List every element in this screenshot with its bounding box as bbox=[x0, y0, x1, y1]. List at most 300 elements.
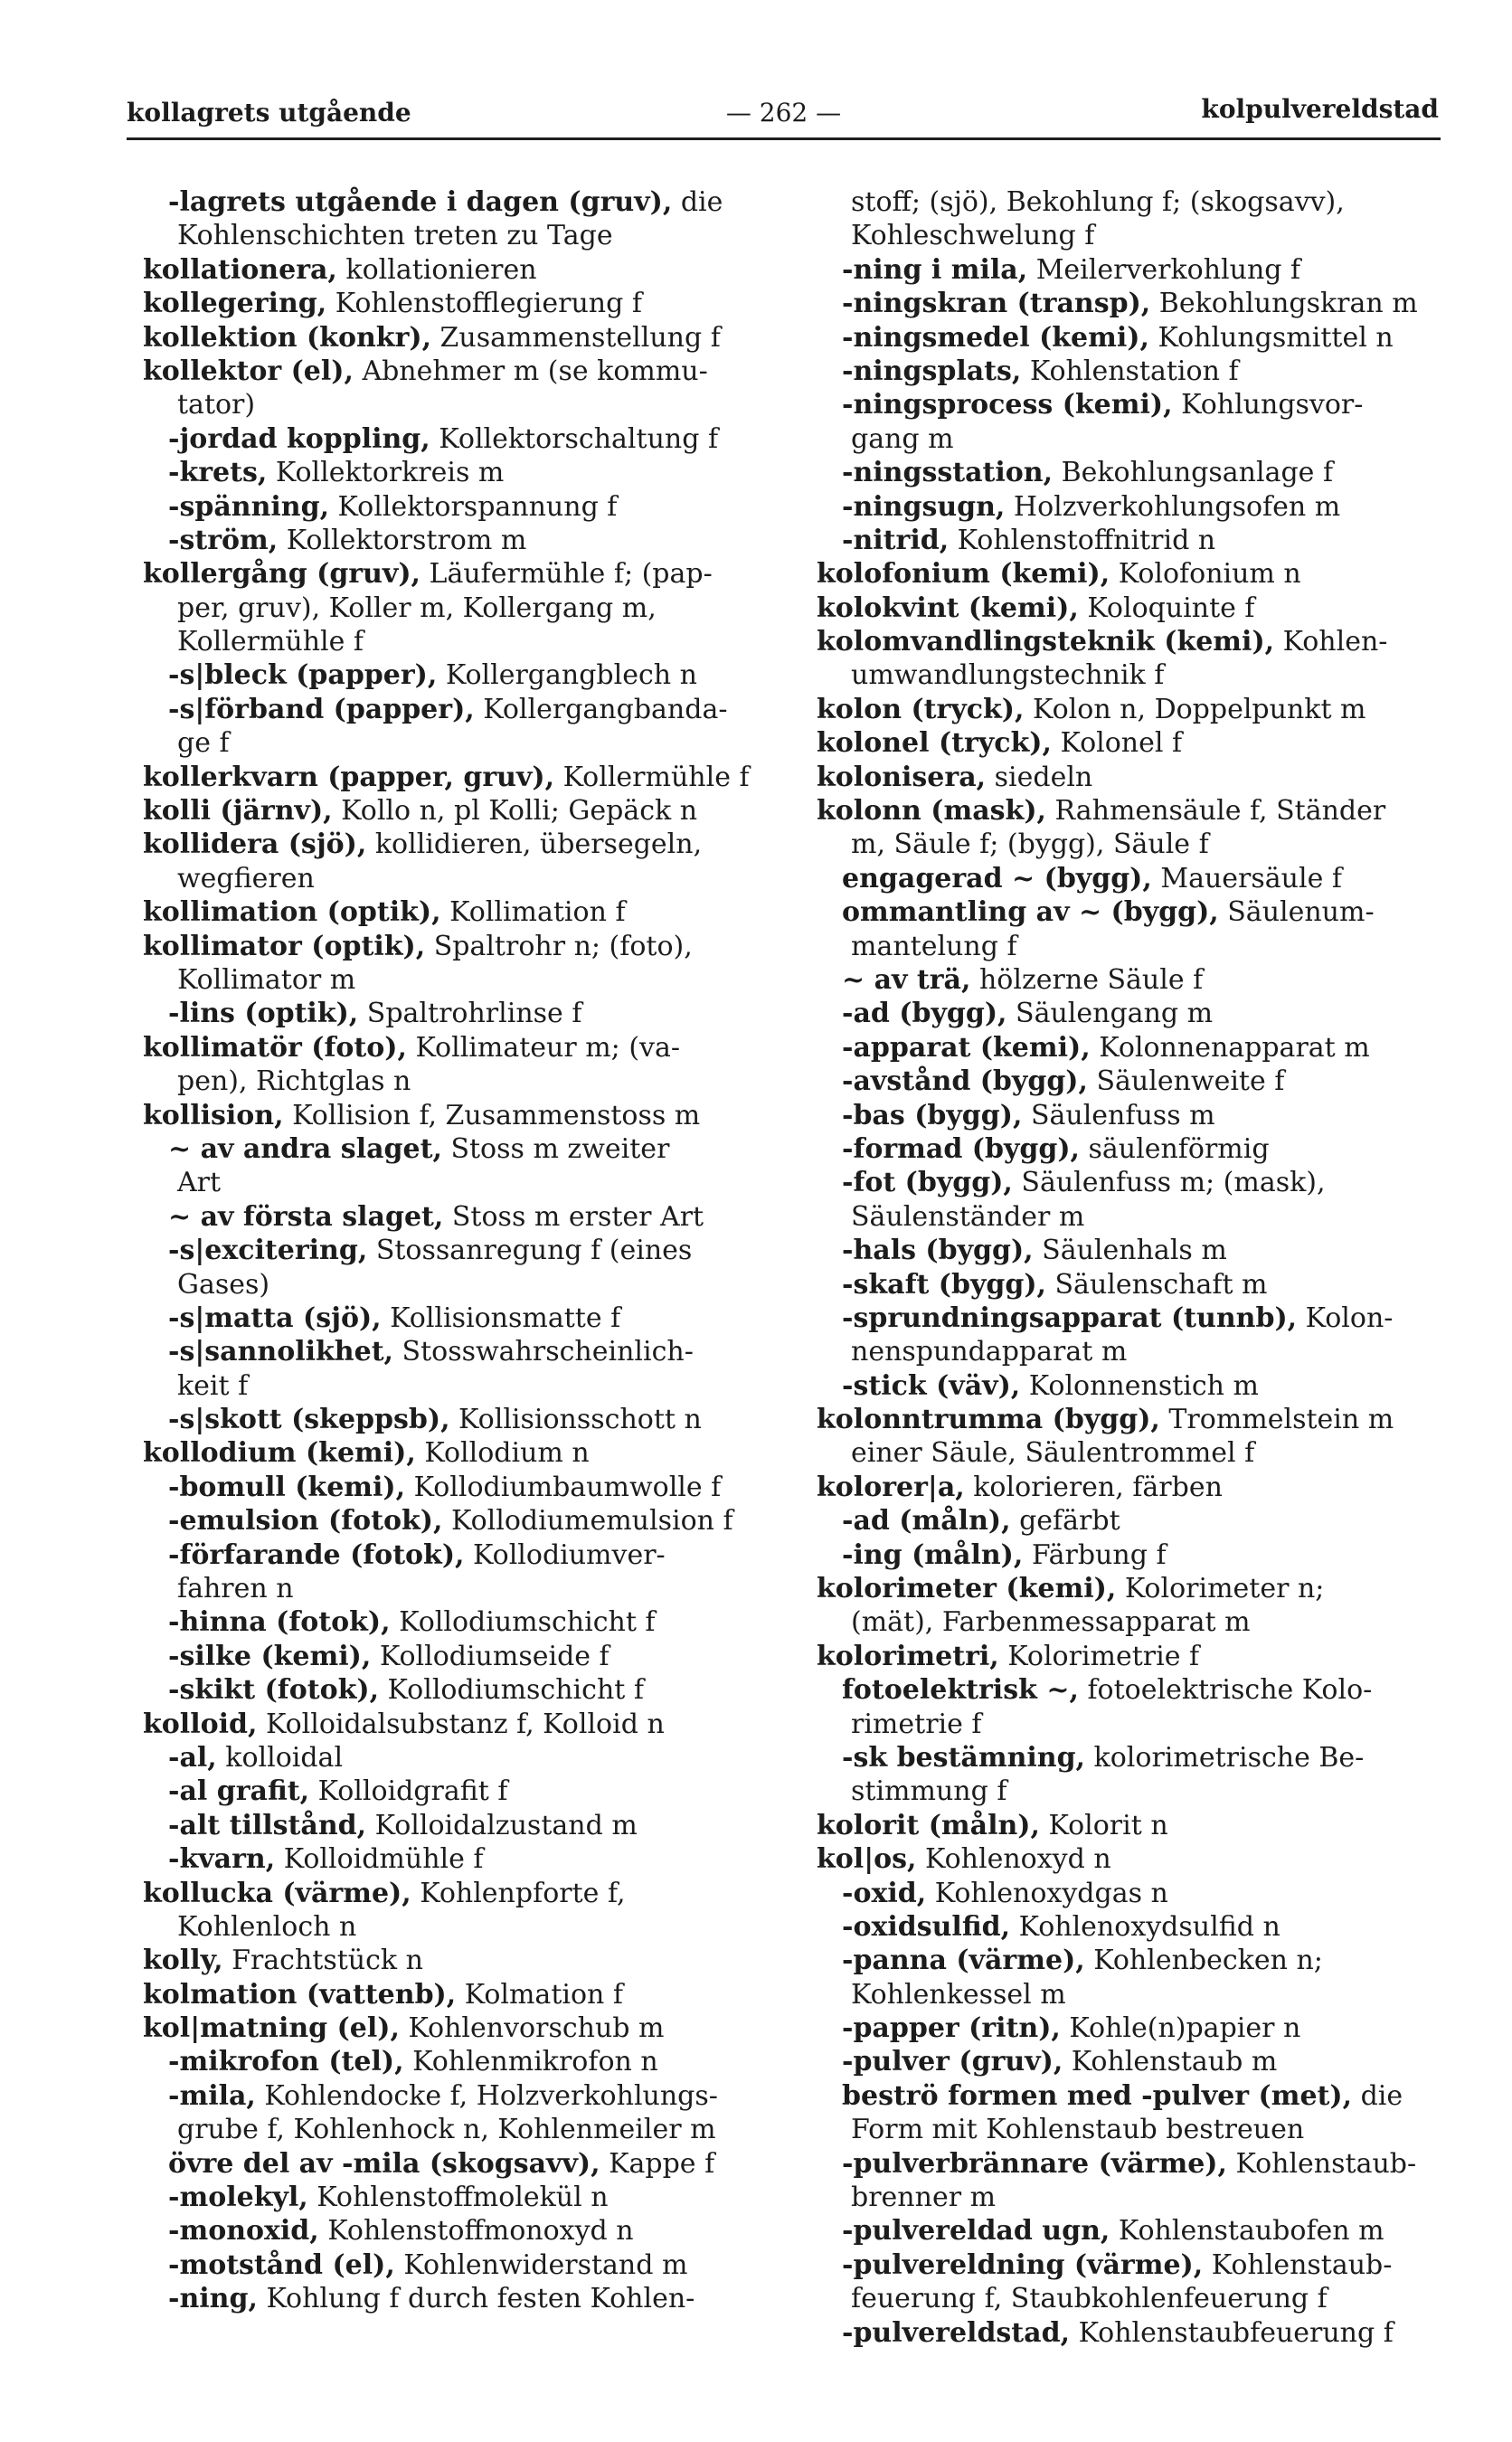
definition: Kollodiumver- bbox=[464, 1538, 666, 1571]
definition: Kohlenstoffnitrid n bbox=[949, 524, 1216, 556]
definition: Kollimateur m; (va- bbox=[406, 1031, 681, 1064]
headword: -pulverbrännare (värme), bbox=[842, 2147, 1227, 2180]
headword: kolon (tryck), bbox=[817, 693, 1025, 725]
subentry-line bbox=[817, 253, 1463, 287]
definition: (mät), Farbenmessapparat m bbox=[851, 1606, 1251, 1639]
subentry-line bbox=[817, 1031, 1463, 1065]
headword: -ningsugn, bbox=[842, 490, 1006, 523]
headword: kollektor (el), bbox=[143, 355, 354, 387]
definition: Kohle(n)papier n bbox=[1060, 2012, 1301, 2045]
continuation-line bbox=[143, 388, 789, 421]
definition: keit f bbox=[177, 1369, 249, 1402]
definition: Säulenständer m bbox=[851, 1200, 1085, 1233]
headword: -jordad koppling, bbox=[168, 422, 430, 455]
headword: -lins (optik), bbox=[168, 998, 359, 1030]
subentry-line bbox=[817, 1099, 1463, 1132]
headword: -hinna (fotok), bbox=[168, 1606, 391, 1639]
definition: Kolloidalzustand m bbox=[366, 1809, 638, 1841]
subentry-line bbox=[143, 2181, 789, 2214]
headword: -formad (bygg), bbox=[842, 1132, 1080, 1165]
definition: Zusammenstellung f bbox=[431, 321, 721, 354]
headword: -bomull (kemi), bbox=[168, 1471, 406, 1503]
headword: kollucka (värme), bbox=[143, 1877, 411, 1909]
headword: -s|förband (papper), bbox=[168, 693, 475, 725]
headword: -ningsprocess (kemi), bbox=[842, 389, 1173, 421]
continuation-line bbox=[817, 1436, 1463, 1470]
continuation-line bbox=[143, 219, 789, 252]
definition: Kohlungsvor- bbox=[1172, 389, 1364, 421]
headword: kollektion (konkr), bbox=[143, 321, 432, 354]
headword: -ningsstation, bbox=[842, 457, 1054, 489]
headword: kolloid, bbox=[143, 1708, 258, 1740]
subentry-line bbox=[143, 1538, 789, 1572]
definition: Kolonnenapparat m bbox=[1090, 1031, 1370, 1064]
subentry-line bbox=[143, 1673, 789, 1707]
continuation-line bbox=[817, 1708, 1463, 1741]
headword: kolorimetri, bbox=[817, 1640, 999, 1672]
entry-line bbox=[817, 794, 1463, 828]
right-column bbox=[817, 185, 1463, 2350]
definition: Kolorit n bbox=[1039, 1809, 1168, 1841]
subentry-line bbox=[817, 388, 1463, 421]
headword: -papper (ritn), bbox=[842, 2012, 1061, 2045]
definition: Rahmensäule f, Ständer bbox=[1045, 795, 1386, 828]
subentry-line bbox=[817, 2214, 1463, 2248]
entry-line bbox=[143, 2011, 789, 2045]
headword: kollimation (optik), bbox=[143, 896, 441, 929]
continuation-line bbox=[817, 219, 1463, 252]
continuation-line bbox=[143, 592, 789, 625]
definition: Bekohlungsanlage f bbox=[1053, 457, 1334, 489]
definition: Kohlendocke f, Holzverkohlungs- bbox=[255, 2079, 718, 2112]
definition: Kollermühle f bbox=[177, 626, 364, 658]
subentry-line bbox=[817, 2045, 1463, 2078]
headword: kolomvandlingsteknik (kemi), bbox=[817, 626, 1275, 658]
headword: -ningskran (transp), bbox=[842, 288, 1151, 320]
headword: ~ av andra slaget, bbox=[168, 1132, 442, 1165]
definition: Meilerverkohlung f bbox=[1027, 253, 1301, 286]
headword: -bas (bygg), bbox=[842, 1099, 1023, 1131]
definition: Kohlenstoffmolekül n bbox=[307, 2182, 609, 2214]
definition: Kollektorstrom m bbox=[278, 524, 527, 556]
continuation-line bbox=[817, 1605, 1463, 1639]
definition: Kohlungsmittel n bbox=[1148, 321, 1394, 354]
definition: Kolon n, Doppelpunkt m bbox=[1024, 693, 1366, 725]
definition: Kollision f, Zusammenstoss m bbox=[283, 1099, 701, 1131]
definition: säulenförmig bbox=[1079, 1132, 1270, 1165]
subentry-line bbox=[817, 1132, 1463, 1166]
definition: stoff; (sjö), Bekohlung f; (skogsavv), bbox=[851, 186, 1345, 218]
continuation-line bbox=[817, 658, 1463, 692]
headword: -monoxid, bbox=[168, 2215, 319, 2248]
definition: Koloquinte f bbox=[1078, 592, 1255, 624]
definition: mantelung f bbox=[851, 930, 1017, 962]
entry-line bbox=[143, 828, 789, 861]
subentry-line bbox=[143, 1200, 789, 1234]
definition: Trommelstein m bbox=[1159, 1404, 1394, 1436]
headword: kollerkvarn (papper, gruv), bbox=[143, 761, 555, 793]
definition: tator) bbox=[177, 389, 256, 421]
definition: kolloidal bbox=[216, 1741, 344, 1774]
subentry-line bbox=[143, 1605, 789, 1639]
headword: -nitrid, bbox=[842, 524, 950, 556]
definition: gefärbt bbox=[1010, 1505, 1120, 1538]
headword: ~ av trä, bbox=[842, 963, 971, 996]
subentry-line bbox=[817, 1944, 1463, 1977]
entry-line bbox=[143, 895, 789, 929]
headword: -oxidsulfid, bbox=[842, 1910, 1011, 1943]
headword: -panna (värme), bbox=[842, 1945, 1085, 1977]
headword: engagerad ~ (bygg), bbox=[842, 862, 1152, 894]
subentry-line bbox=[143, 2079, 789, 2113]
continuation-line bbox=[817, 1200, 1463, 1234]
subentry-line bbox=[817, 2248, 1463, 2282]
definition: pen), Richtglas n bbox=[177, 1065, 411, 1098]
headword: övre del av -mila (skogsavv), bbox=[168, 2147, 600, 2180]
subentry-line bbox=[817, 2147, 1463, 2181]
headword: kollidera (sjö), bbox=[143, 828, 367, 861]
subentry-line bbox=[817, 862, 1463, 895]
definition: Mauersäule f bbox=[1151, 862, 1342, 894]
definition: Kolmation f bbox=[456, 1978, 623, 2011]
subentry-line bbox=[143, 1301, 789, 1335]
definition: Kolloidmühle f bbox=[275, 1843, 484, 1876]
continuation-line bbox=[143, 2113, 789, 2146]
definition: Kollodiumseide f bbox=[371, 1640, 610, 1672]
headword: -s|bleck (papper), bbox=[168, 659, 438, 692]
definition: die bbox=[1352, 2079, 1403, 2112]
definition: Stoss m zweiter bbox=[441, 1132, 670, 1165]
subentry-line bbox=[817, 1877, 1463, 1910]
headword: -pulver (gruv), bbox=[842, 2046, 1063, 2078]
subentry-line bbox=[143, 456, 789, 489]
continuation-line bbox=[817, 1775, 1463, 1808]
definition: Kollergangbanda- bbox=[474, 693, 728, 725]
definition: einer Säule, Säulentrommel f bbox=[851, 1437, 1255, 1470]
continuation-line bbox=[143, 1369, 789, 1403]
subentry-line bbox=[143, 1335, 789, 1368]
headword: -spänning, bbox=[168, 490, 330, 523]
headword: kolorimeter (kemi), bbox=[817, 1573, 1117, 1605]
entry-line bbox=[817, 1640, 1463, 1673]
headword: kollimator (optik), bbox=[143, 930, 426, 962]
definition: Form mit Kohlenstaub bestreuen bbox=[851, 2114, 1305, 2146]
definition: Kolloidalsubstanz f, Kolloid n bbox=[257, 1708, 665, 1740]
definition: Abnehmer m (se kommu- bbox=[353, 355, 708, 387]
headword: -kvarn, bbox=[168, 1843, 276, 1876]
subentry-line bbox=[817, 355, 1463, 388]
definition: Kohlenvorschub m bbox=[399, 2012, 665, 2045]
page-header bbox=[127, 94, 1441, 140]
definition: Kohlenstaubofen m bbox=[1110, 2215, 1384, 2248]
headword: kolonisera, bbox=[817, 761, 987, 793]
subentry-line bbox=[817, 997, 1463, 1030]
entry-line bbox=[817, 1471, 1463, 1504]
definition: hölzerne Säule f bbox=[970, 963, 1204, 996]
headword: -mila, bbox=[168, 2079, 256, 2112]
definition: Kohlenstoffmonoxyd n bbox=[318, 2215, 634, 2248]
entry-line bbox=[143, 1099, 789, 1132]
subentry-line bbox=[143, 2248, 789, 2282]
headword: -pulvereldstad, bbox=[842, 2316, 1071, 2349]
definition: Kollektorspannung f bbox=[329, 490, 618, 523]
definition: Spaltrohrlinse f bbox=[358, 998, 582, 1030]
entry-line bbox=[143, 355, 789, 388]
subentry-line bbox=[143, 2282, 789, 2315]
entry-line bbox=[817, 761, 1463, 794]
subentry-line bbox=[817, 1301, 1463, 1335]
definition: kolorimetrische Be- bbox=[1085, 1741, 1365, 1774]
definition: Kolon- bbox=[1297, 1301, 1394, 1334]
headword: -skaft (bygg), bbox=[842, 1268, 1046, 1301]
headword: kollision, bbox=[143, 1099, 284, 1131]
definition: Kollergangblech n bbox=[437, 659, 697, 692]
entry-line bbox=[143, 287, 789, 320]
definition: Säulenschaft m bbox=[1045, 1268, 1268, 1301]
subentry-line bbox=[143, 1471, 789, 1504]
subentry-line bbox=[143, 2147, 789, 2181]
headword: ommantling av ~ (bygg), bbox=[842, 896, 1219, 929]
definition: Holzverkohlungsofen m bbox=[1005, 490, 1341, 523]
subentry-line bbox=[143, 422, 789, 456]
definition: Kohlenkessel m bbox=[851, 1978, 1066, 2011]
subentry-line bbox=[817, 2011, 1463, 2045]
continuation-line bbox=[143, 625, 789, 658]
headword: -s|skott (skeppsb), bbox=[168, 1404, 450, 1436]
definition: Kollermühle f bbox=[554, 761, 750, 793]
subentry-line bbox=[143, 1234, 789, 1267]
definition: Kohlenschichten treten zu Tage bbox=[177, 220, 613, 252]
subentry-line bbox=[817, 1538, 1463, 1572]
definition: per, gruv), Koller m, Kollergang m, bbox=[177, 592, 657, 624]
continuation-line bbox=[143, 1166, 789, 1199]
definition: Kollodiumschicht f bbox=[390, 1606, 656, 1639]
headword: kol|matning (el), bbox=[143, 2012, 400, 2045]
definition: Bekohlungskran m bbox=[1150, 288, 1418, 320]
continuation-line bbox=[817, 2113, 1463, 2146]
entry-line bbox=[143, 794, 789, 828]
headword: -ningsmedel (kemi), bbox=[842, 321, 1149, 354]
definition: Kohlenstofflegierung f bbox=[326, 288, 642, 320]
subentry-line bbox=[143, 1775, 789, 1808]
definition: Kohlenwiderstand m bbox=[394, 2248, 688, 2281]
definition: umwandlungstechnik f bbox=[851, 659, 1165, 692]
headword: -pulvereldad ugn, bbox=[842, 2215, 1110, 2248]
entry-line bbox=[143, 930, 789, 963]
definition: Kolorimeter n; bbox=[1116, 1573, 1325, 1605]
headword: ~ av första slaget, bbox=[168, 1200, 444, 1233]
definition: Kollimation f bbox=[440, 896, 626, 929]
definition: Kohlenstation f bbox=[1021, 355, 1239, 387]
headword: -ningsplats, bbox=[842, 355, 1022, 387]
headword: beströ formen med -pulver (met), bbox=[842, 2079, 1353, 2112]
subentry-line bbox=[817, 1504, 1463, 1538]
definition: Kohlen- bbox=[1274, 626, 1388, 658]
definition: Säulenhals m bbox=[1033, 1235, 1227, 1267]
definition: Kohlenoxydgas n bbox=[926, 1877, 1168, 1909]
headword: -ström, bbox=[168, 524, 279, 556]
definition: Kohlenstaub- bbox=[1226, 2147, 1417, 2180]
subentry-line bbox=[817, 1166, 1463, 1199]
entry-line bbox=[817, 693, 1463, 726]
headword: fotoelektrisk ~, bbox=[842, 1674, 1079, 1707]
subentry-line bbox=[817, 1673, 1463, 1707]
subentry-line bbox=[143, 1809, 789, 1842]
headword: -stick (väv), bbox=[842, 1369, 1021, 1402]
subentry-line bbox=[143, 1640, 789, 1673]
headword: -al, bbox=[168, 1741, 217, 1774]
headword: -hals (bygg), bbox=[842, 1235, 1034, 1267]
headword: -mikrofon (tel), bbox=[168, 2046, 404, 2078]
definition: Kollektorschaltung f bbox=[430, 422, 719, 455]
entry-line bbox=[817, 592, 1463, 625]
headword: -s|excitering, bbox=[168, 1235, 368, 1267]
headword: kollegering, bbox=[143, 288, 327, 320]
definition: Kolorimetrie f bbox=[998, 1640, 1200, 1672]
header-guideword-right: kolpulvereldstad bbox=[1201, 94, 1439, 124]
subentry-line bbox=[817, 895, 1463, 929]
entry-line bbox=[817, 1572, 1463, 1605]
headword: kollationera, bbox=[143, 253, 337, 286]
entry-line bbox=[143, 761, 789, 794]
headword: kolli (järnv), bbox=[143, 795, 333, 828]
definition: Kollimator m bbox=[177, 963, 356, 996]
definition: Kollisionsschott n bbox=[449, 1404, 702, 1436]
headword: -molekyl, bbox=[168, 2182, 308, 2214]
definition: Kollodiumbaumwolle f bbox=[405, 1471, 722, 1503]
definition: Säulengang m bbox=[1006, 998, 1214, 1030]
definition: Kollisionsmatte f bbox=[381, 1301, 621, 1334]
entry-line bbox=[143, 1877, 789, 1910]
subentry-line bbox=[817, 2079, 1463, 2113]
definition: Spaltrohr n; (foto), bbox=[425, 930, 693, 962]
definition: die bbox=[672, 186, 723, 218]
entry-line bbox=[817, 1403, 1463, 1436]
definition: fahren n bbox=[177, 1573, 294, 1605]
continuation-line bbox=[817, 1335, 1463, 1368]
definition: Kohlenstaub- bbox=[1203, 2248, 1393, 2281]
definition: Stossanregung f (eines bbox=[367, 1235, 693, 1267]
definition: Kohlenmikrofon n bbox=[403, 2046, 658, 2078]
headword: -alt tillstånd, bbox=[168, 1809, 367, 1841]
headword: -avstånd (bygg), bbox=[842, 1065, 1088, 1098]
headword: -sprundningsapparat (tunnb), bbox=[842, 1301, 1298, 1334]
page-number: — 262 — bbox=[725, 98, 842, 128]
headword: kolorit (måln), bbox=[817, 1809, 1040, 1841]
subentry-line bbox=[143, 1504, 789, 1538]
subentry-line bbox=[817, 490, 1463, 524]
definition: Kollodiumemulsion f bbox=[442, 1505, 733, 1538]
definition: nenspundapparat m bbox=[851, 1336, 1128, 1368]
definition: Kolonel f bbox=[1051, 727, 1183, 760]
headword: -skikt (fotok), bbox=[168, 1674, 380, 1707]
subentry-line bbox=[143, 1403, 789, 1436]
headword: kollimatör (foto), bbox=[143, 1031, 407, 1064]
definition: Kolonnenstich m bbox=[1020, 1369, 1259, 1402]
continuation-line bbox=[817, 185, 1463, 219]
definition: Kohleschwelung f bbox=[851, 220, 1095, 252]
subentry-line bbox=[143, 524, 789, 557]
subentry-line bbox=[817, 1741, 1463, 1775]
entry-line bbox=[143, 253, 789, 287]
subentry-line bbox=[817, 2316, 1463, 2350]
continuation-line bbox=[143, 726, 789, 760]
definition: stimmung f bbox=[851, 1775, 1007, 1808]
subentry-line bbox=[143, 185, 789, 219]
headword: -motstånd (el), bbox=[168, 2248, 395, 2281]
definition: siedeln bbox=[986, 761, 1093, 793]
entry-line bbox=[143, 557, 789, 591]
continuation-line bbox=[817, 422, 1463, 456]
headword: kolonel (tryck), bbox=[817, 727, 1052, 760]
subentry-line bbox=[143, 2045, 789, 2078]
headword: kolmation (vattenb), bbox=[143, 1978, 457, 2011]
entry-line bbox=[143, 1436, 789, 1470]
entry-line bbox=[143, 321, 789, 355]
headword: -fot (bygg), bbox=[842, 1167, 1013, 1199]
headword: -ning i mila, bbox=[842, 253, 1028, 286]
subentry-line bbox=[143, 1741, 789, 1775]
definition: grube f, Kohlenhock n, Kohlenmeiler m bbox=[177, 2114, 716, 2146]
definition: Kohlenstaubfeuerung f bbox=[1070, 2316, 1394, 2349]
entry-line bbox=[143, 1944, 789, 1977]
definition: rimetrie f bbox=[851, 1708, 982, 1740]
headword: -ad (måln), bbox=[842, 1505, 1011, 1538]
subentry-line bbox=[817, 287, 1463, 320]
entry-line bbox=[817, 1809, 1463, 1842]
continuation-line bbox=[817, 2181, 1463, 2214]
definition: m, Säule f; (bygg), Säule f bbox=[851, 828, 1209, 861]
headword: kolorer|a, bbox=[817, 1471, 965, 1503]
headword: -oxid, bbox=[842, 1877, 927, 1909]
definition: fotoelektrische Kolo- bbox=[1078, 1674, 1373, 1707]
definition: Kollo n, pl Kolli; Gepäck n bbox=[332, 795, 698, 828]
definition: Art bbox=[177, 1167, 222, 1199]
headword: -ning, bbox=[168, 2283, 258, 2315]
subentry-line bbox=[817, 321, 1463, 355]
definition: Kohlung f durch festen Kohlen- bbox=[257, 2283, 695, 2315]
subentry-line bbox=[817, 1268, 1463, 1301]
definition: Kohlenoxyd n bbox=[916, 1843, 1111, 1876]
definition: Kollodium n bbox=[415, 1437, 590, 1470]
definition: Kohlenstaub m bbox=[1063, 2046, 1278, 2078]
continuation-line bbox=[143, 1910, 789, 1944]
continuation-line bbox=[817, 828, 1463, 861]
subentry-line bbox=[817, 1065, 1463, 1098]
entry-line bbox=[817, 557, 1463, 591]
headword: kollergång (gruv), bbox=[143, 558, 421, 591]
headword: kol|os, bbox=[817, 1843, 917, 1876]
definition: Säulenfuss m; (mask), bbox=[1012, 1167, 1326, 1199]
headword: -silke (kemi), bbox=[168, 1640, 372, 1672]
subentry-line bbox=[143, 997, 789, 1030]
headword: kolly, bbox=[143, 1945, 223, 1977]
continuation-line bbox=[817, 930, 1463, 963]
definition: Färbung f bbox=[1023, 1538, 1167, 1571]
headword: -lagrets utgående i dagen (gruv), bbox=[168, 186, 673, 218]
header-guideword-left: kollagrets utgående bbox=[127, 98, 411, 128]
definition: Stosswahrscheinlich- bbox=[393, 1336, 694, 1368]
headword: -apparat (kemi), bbox=[842, 1031, 1091, 1064]
definition: Kohlenoxydsulfid n bbox=[1010, 1910, 1280, 1943]
definition: ge f bbox=[177, 727, 230, 760]
headword: -emulsion (fotok), bbox=[168, 1505, 443, 1538]
headword: kolonn (mask), bbox=[817, 795, 1046, 828]
definition: kolorieren, färben bbox=[964, 1471, 1223, 1503]
definition: Kollodiumschicht f bbox=[379, 1674, 644, 1707]
definition: Kollektorkreis m bbox=[267, 457, 505, 489]
continuation-line bbox=[143, 1268, 789, 1301]
